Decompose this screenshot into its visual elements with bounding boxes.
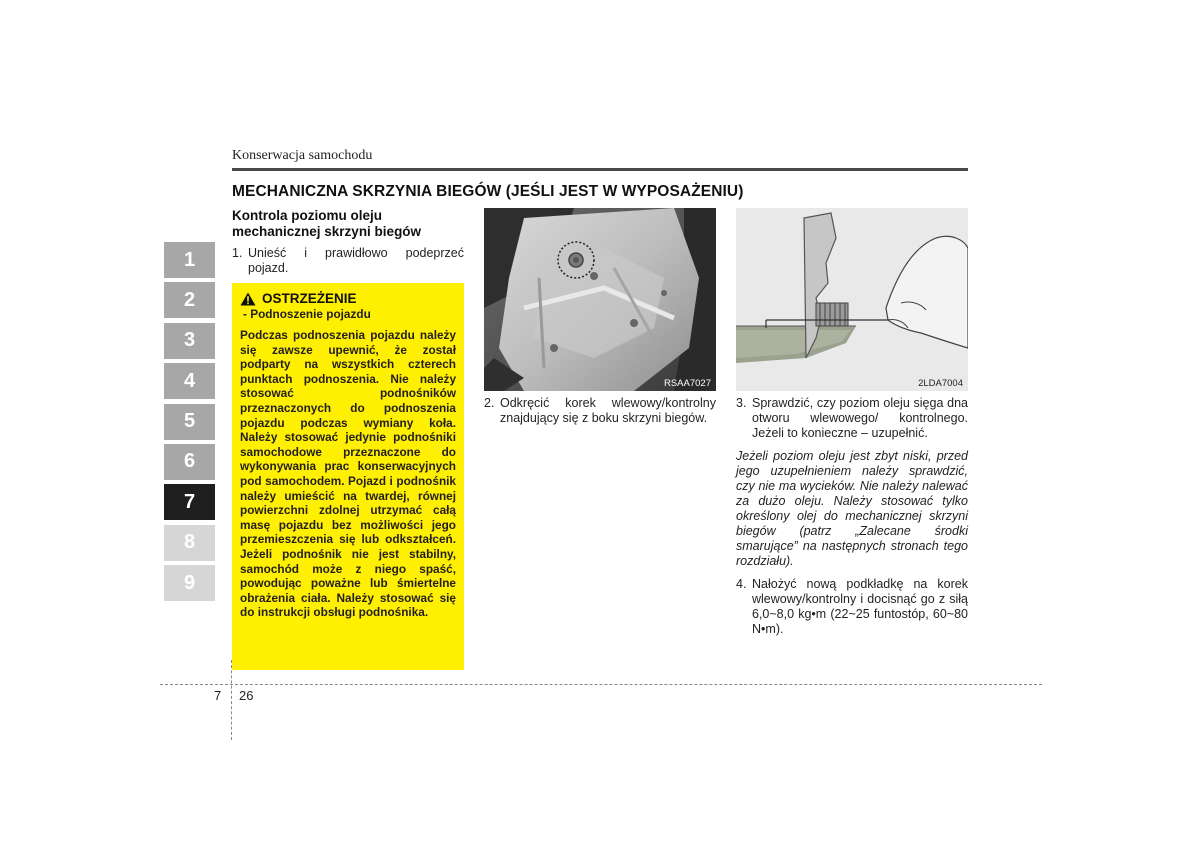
step-number: 3. — [736, 396, 747, 410]
chapter-tab-8[interactable]: 8 — [164, 525, 215, 561]
warning-triangle-icon — [240, 292, 256, 306]
oil-level-illustration — [736, 208, 968, 391]
chapter-tab-2[interactable]: 2 — [164, 282, 215, 318]
step-number: 4. — [736, 577, 747, 591]
transmission-illustration — [484, 208, 716, 391]
chapter-tabs — [164, 242, 215, 606]
figure-ref-right: 2LDA7004 — [918, 378, 963, 389]
warning-header — [240, 291, 456, 306]
column-left — [232, 208, 464, 276]
footer-page-number: 26 — [239, 688, 254, 703]
chapter-tab-7-active[interactable]: 7 — [164, 484, 215, 520]
figure-ref-left: RSAA7027 — [663, 378, 711, 389]
step-text: Odkręcić korek wlewowy/kontrolny znajdujący się z boku skrzyni biegów. — [500, 396, 716, 425]
step-text: Unieść i prawidłowo podeprzeć pojazd. — [248, 246, 464, 275]
column-right — [736, 396, 968, 637]
step-4 — [736, 577, 968, 637]
warning-body: Podczas podnoszenia pojazdu należy się zawsze upewnić, że został podparty na wszystkich czterech punktach podnoszenia. Nie należy stosować podnośników przeznaczonych do podnoszenia pojazdu podczas wymiany koła. Należy stosować jedynie podnośniki samochodowe przeznaczone do wykonywania prac konserwacyjnych pod samochodem. Pojazd i podnośnik należy umieścić na twardej, równej powierzchni zdolnej utrzymać całą masę pojazdu bez możliwości jego przemieszczenia się lub odkształceń. Jeżeli podnośnik nie jest stabilny, samochód może z niego spaść, powodując poważne lub śmiertelne obrażenia ciała. Należy stosować się do instrukcji obsługi podnośnika. — [240, 328, 456, 620]
step-3 — [736, 396, 968, 441]
step-number: 1. — [232, 246, 243, 260]
warning-title: OSTRZEŻENIE — [262, 291, 357, 306]
step-number: 2. — [484, 396, 495, 410]
footer-chapter-number: 7 — [214, 688, 222, 703]
italic-note: Jeżeli poziom oleju jest zbyt niski, przed jego uzupełnieniem należy sprawdzić, czy nie ma wycieków. Nie należy nalewać za dużo oleju. Należy stosować tylko określony olej do mechanicznej skrzyni biegów (patrz „Zalecane środki smarujące” na następnych stronach tego rozdziału). — [736, 449, 968, 568]
chapter-tab-1[interactable]: 1 — [164, 242, 215, 278]
footer-divider — [231, 660, 232, 740]
chapter-tab-9[interactable]: 9 — [164, 565, 215, 601]
figure-transmission-photo — [484, 208, 716, 391]
warning-box — [232, 283, 464, 670]
running-header: Konserwacja samochodu — [232, 148, 373, 163]
subheading: Kontrola poziomu oleju mechanicznej skrzyni biegów — [232, 208, 422, 239]
chapter-tab-6[interactable]: 6 — [164, 444, 215, 480]
column-middle — [484, 396, 716, 426]
section-title: MECHANICZNA SKRZYNIA BIEGÓW (JEŚLI JEST W WYPOSAŻENIU) — [232, 183, 744, 200]
warning-subtitle: - Podnoszenie pojazdu — [243, 307, 371, 321]
footer-rule — [160, 684, 1042, 685]
step-2 — [484, 396, 716, 426]
chapter-tab-4[interactable]: 4 — [164, 363, 215, 399]
header-rule — [232, 168, 968, 171]
step-text: Sprawdzić, czy poziom oleju sięga dna otworu wlewowego/ kontrolnego. Jeżeli to konieczne – uzupełnić. — [752, 396, 968, 440]
chapter-tab-3[interactable]: 3 — [164, 323, 215, 359]
step-text: Nałożyć nową podkładkę na korek wlewowy/kontrolny i docisnąć go z siłą 6,0~8,0 kg•m (22~25 funtostóp, 60~80 N•m). — [752, 577, 968, 636]
step-1 — [232, 246, 464, 276]
figure-oil-level-check — [736, 208, 968, 391]
chapter-tab-5[interactable]: 5 — [164, 404, 215, 440]
